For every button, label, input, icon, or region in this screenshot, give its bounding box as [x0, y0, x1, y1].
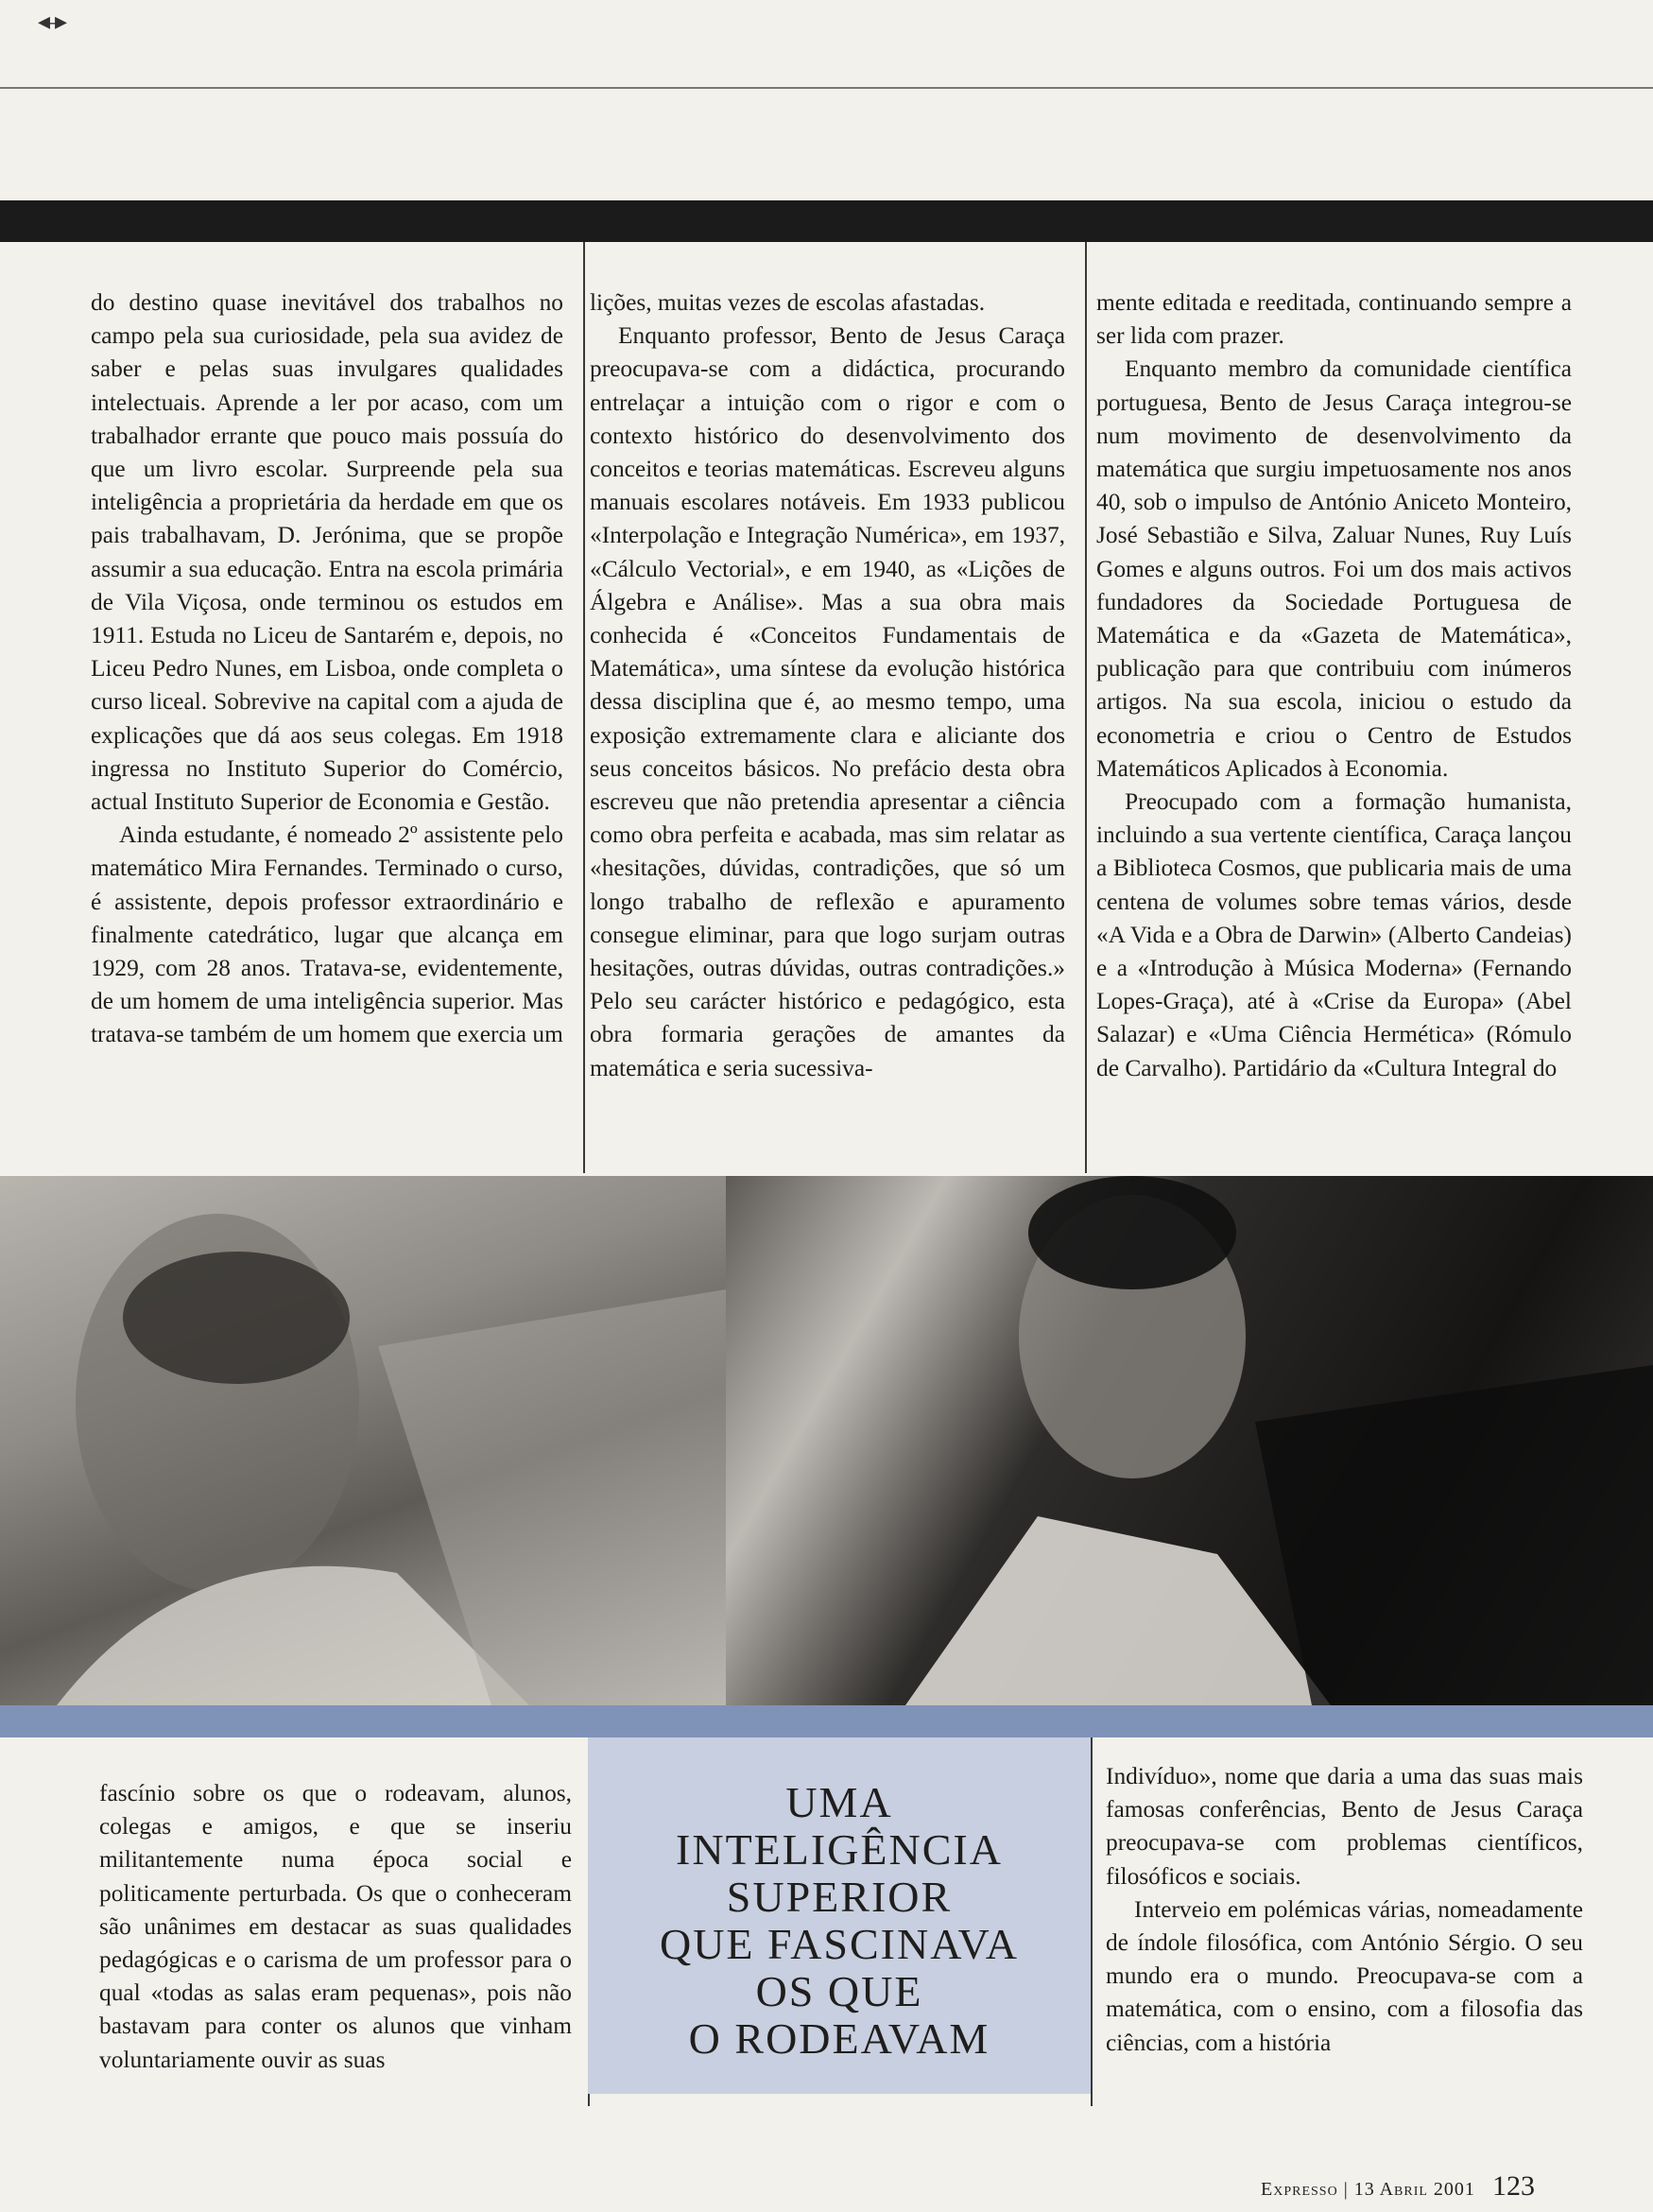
pull-quote-line: SUPERIOR	[726, 1873, 953, 1921]
pull-quote-line: O RODEAVAM	[688, 2014, 990, 2063]
pull-quote-line: OS QUE	[755, 1967, 923, 2015]
footer-separator: |	[1343, 2179, 1349, 2200]
corner-mark: ◂–▸	[38, 8, 64, 35]
paragraph: mente editada e reeditada, continuando sempre a ser lida com prazer.	[1096, 289, 1572, 350]
paragraph: Enquanto professor, Bento de Jesus Caraça preocupava-se com a didáctica, procurando entrelaçar a intuição com o rigor e com o contexto histórico do desenvolvimento dos conceitos e teorias matemáticas. Escreveu alguns manuais escolares notáveis. Em 1933 publicou «Interpolação e Integração Numérica», em 1937, «Cálculo Vectorial», e em 1940, as «Lições de Álgebra e Análise». Mas a sua obra mais conhecida é «Conceitos Fundamentais de Matemática», uma síntese da evolução histórica dessa disciplina que é, ao mesmo tempo, uma exposição extremamente clara e aliciante dos seus conceitos básicos. No prefácio desta obra escreveu que não pretendia apresentar a ciência como obra perfeita e acabada, mas sim relatar as «hesitações, dúvidas, contradições, que só um longo trabalho de reflexão e apuramento consegue eliminar, para que logo surjam outras hesitações, outras dúvidas, outras contradições.» Pelo seu carácter histórico e pedagógico, esta obra formaria gerações de amantes da matemática e seria sucessiva-	[590, 322, 1065, 1081]
paragraph: Interveio em polémicas várias, nomeadamente de índole filosófica, com António Sérgio. O seu mundo era o mundo. Preocupava-se com a matemática, com o ensino, com a filosofia das ciências, com a história	[1106, 1895, 1583, 2056]
page-footer	[1261, 2170, 1535, 2203]
portrait-photo-right	[726, 1176, 1653, 1705]
column-rule	[1091, 1737, 1093, 2106]
publication-name: Expresso	[1261, 2179, 1338, 2200]
top-rule	[0, 87, 1653, 89]
reading-man-illustration	[726, 1176, 1653, 1705]
pull-quote-line: QUE FASCINAVA	[659, 1920, 1020, 1968]
pull-quote-line: INTELIGÊNCIA	[676, 1825, 1003, 1874]
blue-band	[0, 1705, 1653, 1737]
paragraph: Ainda estudante, é nomeado 2º assistente pelo matemático Mira Fernandes. Terminado o curso, é assistente, depois professor extraordinário e finalmente catedrático, lugar que alcança em 1929, com 28 anos. Tratava-se, evidentemente, de um homem de uma inteligência superior. Mas tratava-se também de um homem que exercia um	[91, 821, 563, 1048]
article-column-3	[1096, 286, 1572, 1085]
article-column-5	[1106, 1760, 1583, 2060]
article-column-1	[91, 286, 563, 1052]
paragraph: fascínio sobre os que o rodeavam, alunos, colegas e amigos, e que se inseriu militantemente numa época social e politicamente perturbada. Os que o conheceram são unânimes em destacar as suas qualidades pedagógicas e o carisma de um professor para o qual «todas as salas eram pequenas», pois não bastavam para conter os alunos que vinham voluntariamente ouvir as suas	[99, 1780, 572, 2073]
black-header-bar	[0, 200, 1653, 242]
article-column-4	[99, 1777, 572, 2077]
column-rule	[1085, 242, 1087, 1173]
portrait-photo-left	[0, 1176, 726, 1705]
pull-quote	[588, 1779, 1091, 2063]
column-rule	[583, 242, 585, 1173]
paragraph: do destino quase inevitável dos trabalhos no campo pela sua curiosidade, pela sua avidez de saber e pelas suas invulgares qualidades intelectuais. Aprende a ler por acaso, com um trabalhador errante que pouco mais possuía do que um livro escolar. Surpreende pela sua inteligência a proprietária da herdade em que os pais trabalhavam, D. Jerónima, que se propõe assumir a sua educação. Entra na escola primária de Vila Viçosa, onde terminou os estudos em 1911. Estuda no Liceu de Santarém e, depois, no Liceu Pedro Nunes, em Lisboa, onde completa o curso liceal. Sobrevive na capital com a ajuda de explicações que dá aos seus colegas. Em 1918 ingressa no Instituto Superior do Comércio, actual Instituto Superior de Economia e Gestão.	[91, 289, 563, 816]
paragraph: Preocupado com a formação humanista, incluindo a sua vertente científica, Caraça lançou a Biblioteca Cosmos, que publicaria mais de uma centena de volumes sobre temas vários, desde «A Vida e a Obra de Darwin» (Alberto Candeias) e a «Introdução à Música Moderna» (Fernando Lopes-Graça), até à «Crise da Europa» (Abel Salazar) e «Uma Ciência Hermética» (Rómulo de Carvalho). Partidário da «Cultura Integral do	[1096, 788, 1572, 1081]
paragraph: Enquanto membro da comunidade científica portuguesa, Bento de Jesus Caraça integrou-se num movimento de desenvolvimento da matemática que surgiu impetuosamente nos anos 40, sob o impulso de António Aniceto Monteiro, José Sebastião e Silva, Zaluar Nunes, Ruy Luís Gomes e alguns outros. Foi um dos mais activos fundadores da Sociedade Portuguesa de Matemática e da «Gazeta de Matemática», publicação para que contribuiu com inúmeros artigos. Na sua escola, iniciou o estudo da econometria e criou o Centro de Estudos Matemáticos Aplicados à Economia.	[1096, 355, 1572, 782]
pull-quote-line: UMA	[785, 1778, 893, 1826]
page-number: 123	[1491, 2170, 1535, 2202]
article-column-2	[590, 286, 1065, 1085]
issue-date: 13 Abril 2001	[1353, 2179, 1475, 2200]
paragraph: Indivíduo», nome que daria a uma das suas mais famosas conferências, Bento de Jesus Caraça preocupava-se com problemas científicos, filosóficos e sociais.	[1106, 1763, 1583, 1890]
portrait-illustration	[0, 1176, 726, 1705]
paragraph: lições, muitas vezes de escolas afastadas.	[590, 289, 986, 316]
pull-quote-box	[588, 1737, 1091, 2094]
